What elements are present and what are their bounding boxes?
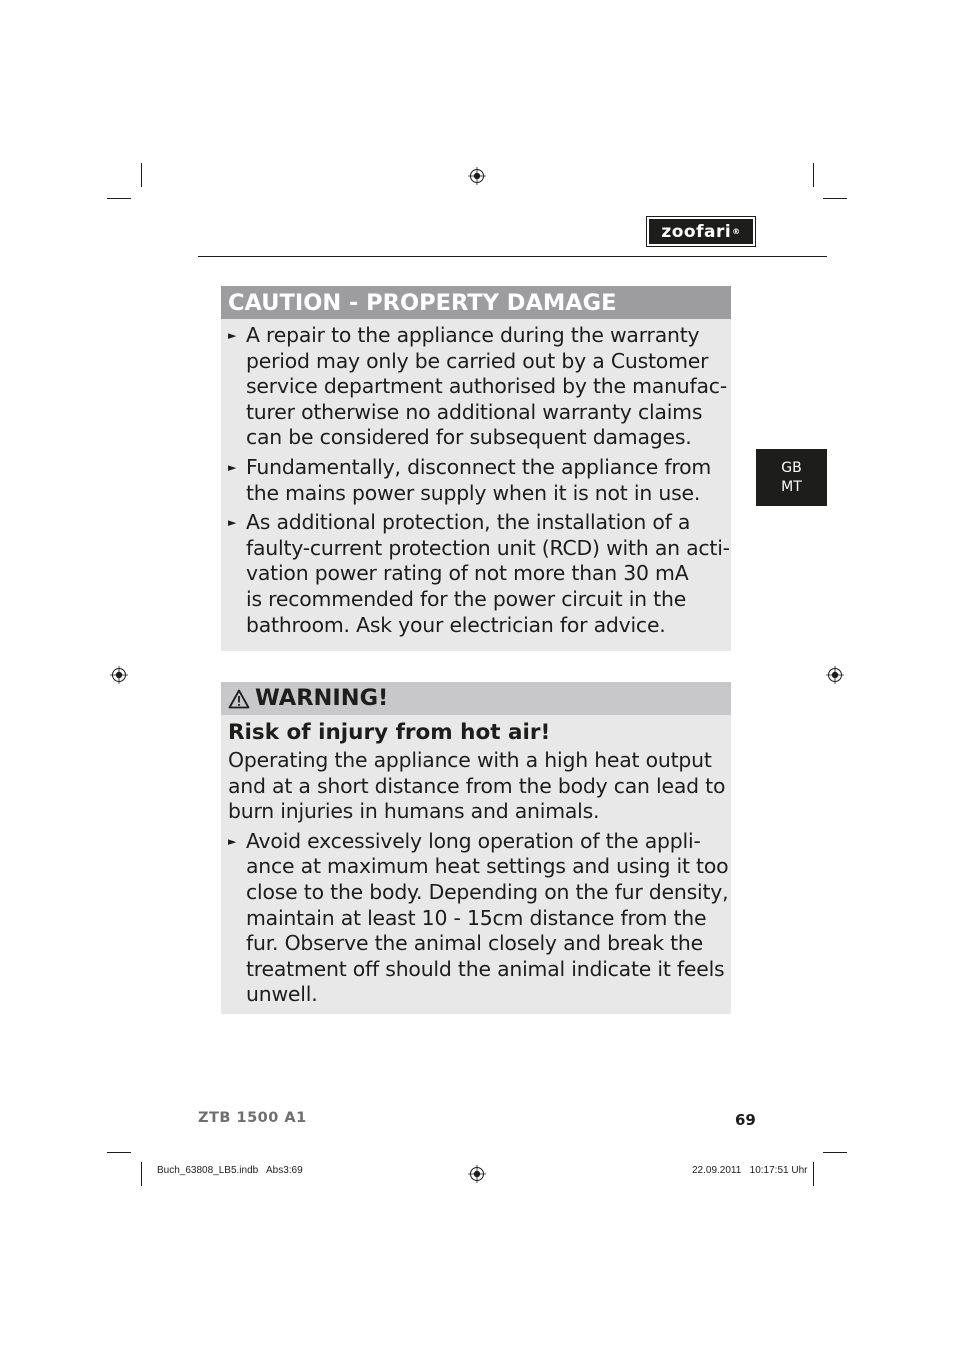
language-tab <box>756 449 827 506</box>
language-code-gb: GB <box>781 459 802 476</box>
logo-text: zoofari <box>661 221 732 242</box>
crop-mark <box>813 163 814 187</box>
list-item <box>221 455 731 506</box>
slug-datetime: 22.09.2011 10:17:51 Uhr <box>692 1165 808 1176</box>
list-item-text: Fundamentally, disconnect the appliance from the mains power supply when it is not in use. <box>246 454 712 505</box>
crop-mark <box>107 1152 131 1153</box>
triangle-right-icon: ► <box>228 329 237 342</box>
warning-intro: Operating the appliance with a high heat output and at a short distance from the body can lead to burn injuries in humans and animals. <box>228 748 726 824</box>
warning-triangle-icon <box>228 689 250 709</box>
registration-mark-icon <box>468 167 486 185</box>
warning-box <box>221 682 731 1014</box>
caution-list <box>221 319 731 638</box>
page-number: 69 <box>735 1111 756 1129</box>
warning-header <box>221 682 731 715</box>
registration-mark-icon <box>826 666 844 684</box>
crop-mark <box>141 1162 142 1186</box>
crop-mark <box>107 198 131 199</box>
registration-mark-icon <box>110 666 128 684</box>
crop-mark <box>813 1162 814 1186</box>
language-code-mt: MT <box>781 478 802 495</box>
warning-subtitle: Risk of injury from hot air! <box>228 720 551 745</box>
list-item-text: As additional protection, the installation of a faulty-current protection unit (RCD) with an acti- vation power rating of not more than 30 mA is recommended for the power circuit in the bathroom. Ask your electrician for advice. <box>246 510 730 637</box>
triangle-right-icon: ► <box>228 460 237 474</box>
list-item <box>221 323 731 451</box>
registration-mark-icon <box>468 1165 486 1183</box>
list-item-text: A repair to the appliance during the warranty period may only be carried out by a Customer service department authorised by the manufac- turer otherwise no additional warranty claims can be considered for subsequent damages. <box>246 323 727 450</box>
list-item <box>221 829 731 1008</box>
warning-title: WARNING! <box>255 685 389 711</box>
caution-title: CAUTION - PROPERTY DAMAGE <box>221 286 731 319</box>
crop-mark <box>823 1152 847 1153</box>
crop-mark <box>823 198 847 199</box>
list-item <box>221 510 731 638</box>
logo-trademark: ® <box>732 227 741 236</box>
triangle-right-icon: ► <box>228 834 237 848</box>
crop-mark <box>141 163 142 187</box>
caution-box <box>221 286 731 651</box>
brand-logo <box>646 216 756 247</box>
triangle-right-icon: ► <box>228 516 237 530</box>
slug-file-info: Buch_63808_LB5.indb Abs3:69 <box>157 1165 303 1176</box>
list-item-text: Avoid excessively long operation of the appli- ance at maximum heat settings and using it too close to the body. Depending on the fur density, maintain at least 10 - 15cm distance from the fur. Observe the animal closely and break the treatment off should the animal indicate it feels unwell. <box>246 828 729 1007</box>
header-rule <box>198 256 827 257</box>
model-number: ZTB 1500 A1 <box>198 1110 307 1126</box>
